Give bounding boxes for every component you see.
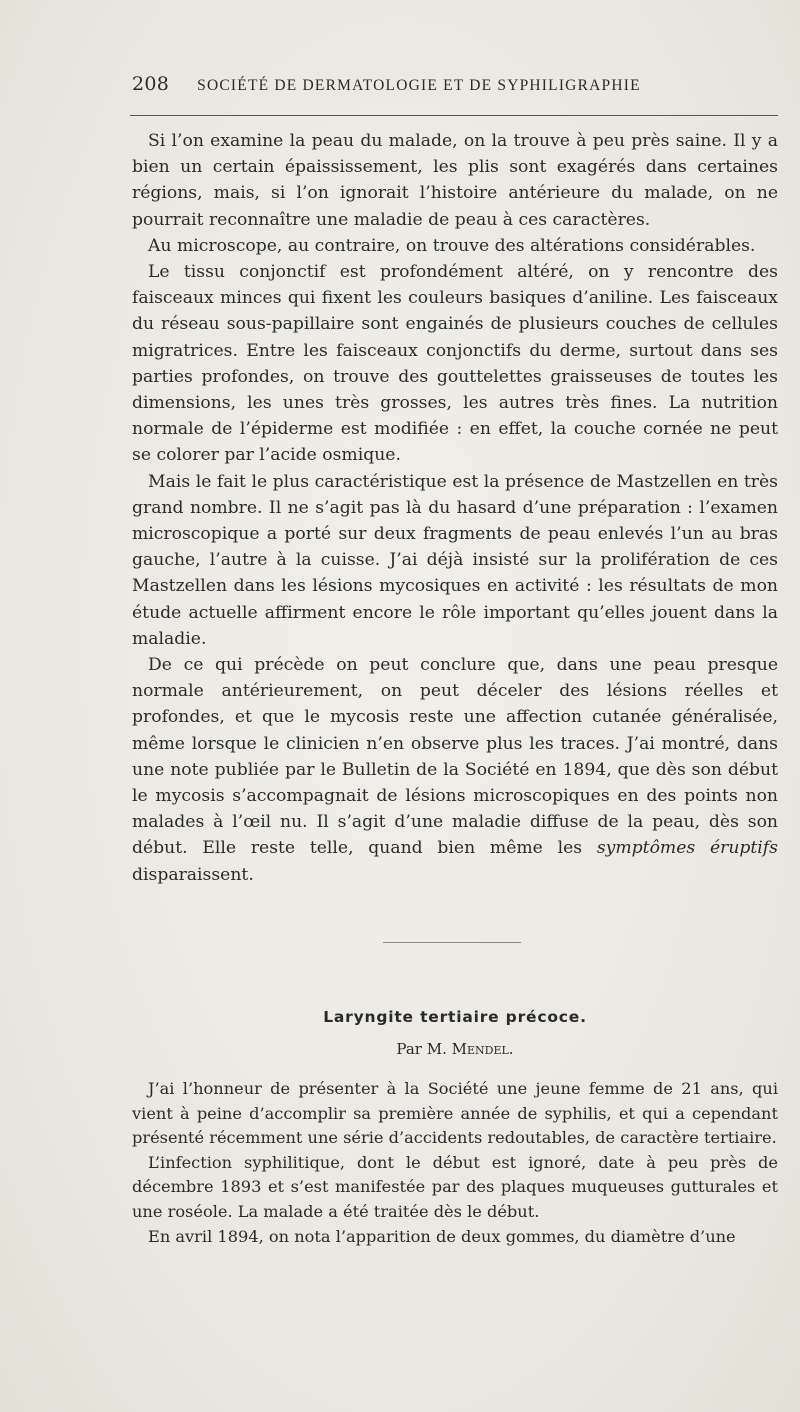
author-name: Mendel.: [451, 1040, 514, 1058]
paragraph-text: disparaissent.: [132, 864, 254, 885]
paragraph: Mais le fait le plus caractéristique est la présence de Mastzellen en très grand nombre. Il ne s’agit pas là du hasard d’une préparation : l’examen microscopique a porté sur deux fragments de peau enlevés l’un au bras gauche, l’autre à la cuisse. J’ai déjà insisté sur la prolifération de ces Mastzellen dans les lésions mycosiques en activité : les résultats de mon étude actuelle affirment encore le rôle important qu’elles jouent dans la maladie.: [132, 471, 778, 649]
emphasis-text: symptômes éruptifs: [596, 838, 778, 859]
paragraph: [132, 652, 778, 888]
paragraph: L’infection syphilitique, dont le début est ignoré, date à peu près de décembre 1893 et s’est manifestée par des plaques muqueuses gutturales et une roséole. La malade a été traitée dès le début.: [132, 1152, 778, 1221]
running-title: SOCIÉTÉ DE DERMATOLOGIE ET DE SYPHILIGRAPHIE: [197, 77, 641, 94]
paragraph: J’ai l’honneur de présenter à la Société une jeune femme de 21 ans, qui vient à peine d’accomplir sa première année de syphilis, et qui a cependant présenté récemment une série d’accidents redoutables, de caractère tertiaire.: [132, 1079, 778, 1148]
paragraph-text: De ce qui précède on peut conclure que, dans une peau presque normale antérieurement, on peut déceler des lésions réelles et profondes, et que le mycosis reste une affection cutanée généralisée, même lorsque le clinicien n’en observe plus les traces. J’ai montré, dans une note publiée par le Bulletin de la Société en 1894, que dès son début le mycosis s’accompagnait de lésions microscopiques en des points non malades à l’œil nu. Il s’agit d’une maladie diffuse de la peau, dès son début. Elle reste telle, quand bien même les: [132, 655, 778, 859]
section-mycosis-text: [132, 128, 778, 888]
paragraph: Si l’on examine la peau du malade, on la trouve à peu près saine. Il y a bien un certain épaississement, les plis sont exagérés dans certaines régions, mais, si l’on ignorait l’histoire antérieure du malade, on ne pourrait reconnaître une maladie de peau à ces caractères.: [132, 131, 778, 230]
page-header: [132, 73, 778, 95]
section-separator: [383, 942, 521, 943]
paragraph: Au microscope, au contraire, on trouve des altérations considérables.: [148, 235, 756, 256]
byline: [132, 1040, 778, 1058]
section-title: Laryngite tertiaire précoce.: [323, 1008, 587, 1026]
section-laryngite-text: [132, 1077, 778, 1249]
byline-prefix: Par M.: [396, 1040, 452, 1058]
paragraph: En avril 1894, on nota l’apparition de deux gommes, du diamètre d’une: [148, 1226, 736, 1246]
header-rule: [130, 115, 778, 116]
page-number: 208: [132, 73, 170, 95]
paragraph: Le tissu conjonctif est profondément altéré, on y rencontre des faisceaux minces qui fixent les couleurs basiques d’aniline. Les faisceaux du réseau sous-papillaire sont engainés de plusieurs couches de cellules migratrices. Entre les faisceaux conjonctifs du derme, surtout dans ses parties profondes, on trouve des gouttelettes graisseuses de toutes les dimensions, les unes très grosses, les autres très fines. La nutrition normale de l’épiderme est modifiée : en effet, la couche cornée ne peut se colorer par l’acide osmique.: [132, 262, 778, 466]
